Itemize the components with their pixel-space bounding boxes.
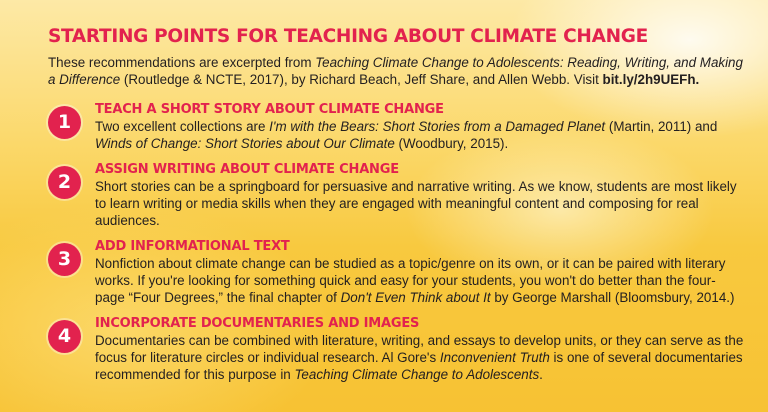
item-text: (Woodbury, 2015).: [394, 136, 509, 151]
item-heading: INCORPORATE DOCUMENTARIES AND IMAGES: [95, 316, 420, 331]
book-title: Winds of Change: Short Stories about Our Climate: [95, 136, 395, 151]
intro-book-title: Teaching Climate Change to Adolescents: Reading, Writing, and Making a Difference: [48, 55, 743, 87]
film-title: Inconvenient Truth: [439, 350, 550, 365]
list-item: [48, 102, 744, 152]
intro-paragraph: [48, 54, 744, 88]
item-body: Short stories can be a springboard for persuasive and narrative writing. As we know, students are most likely to learn writing or media skills when they are engaged with meaningful content and composing for real audiences.: [95, 179, 737, 228]
item-text: is one of several documentaries recommended for this purpose in: [95, 350, 743, 382]
book-title: Teaching Climate Change to Adolescents: [294, 367, 540, 382]
item-body: [95, 332, 744, 383]
book-title: Don't Even Think about It: [340, 290, 491, 305]
intro-text: (Routledge & NCTE, 2017), by Richard Beach, Jeff Share, and Allen Webb. Visit: [120, 72, 603, 87]
number-badge: 4: [48, 320, 81, 353]
item-text: Two excellent collections are: [95, 119, 270, 134]
book-title: I'm with the Bears: Short Stories from a Damaged Planet: [269, 119, 606, 134]
list-item: [48, 239, 744, 306]
item-body: [95, 255, 744, 306]
item-heading: ADD INFORMATIONAL TEXT: [95, 239, 290, 254]
intro-text: These recommendations are excerpted from: [48, 55, 316, 70]
item-text: Documentaries can be combined with literature, writing, and essays to develop units, or they can serve as the focus for literature circles or individual research. Al Gore's: [95, 333, 744, 365]
list-item: [48, 162, 744, 229]
page-title: STARTING POINTS FOR TEACHING ABOUT CLIMATE CHANGE: [48, 26, 649, 47]
intro-link[interactable]: bit.ly/2h9UEFh.: [602, 72, 700, 87]
number-badge: 2: [48, 166, 81, 199]
item-heading: TEACH A SHORT STORY ABOUT CLIMATE CHANGE: [95, 102, 444, 117]
item-body: [95, 118, 744, 152]
number-badge: 1: [48, 106, 81, 139]
list-item: [48, 316, 744, 383]
number-badge: 3: [48, 243, 81, 276]
item-heading: ASSIGN WRITING ABOUT CLIMATE CHANGE: [95, 162, 399, 177]
item-text: Nonfiction about climate change can be studied as a topic/genre on its own, or it can be paired with literary works. If you're looking for something quick and easy for your students, you won't do better than the four-page “Four Degrees,” the final chapter of: [95, 256, 726, 305]
item-text: .: [539, 367, 543, 382]
item-text: (Martin, 2011) and: [605, 119, 718, 134]
item-text: by George Marshall (Bloomsbury, 2014.): [490, 290, 735, 305]
